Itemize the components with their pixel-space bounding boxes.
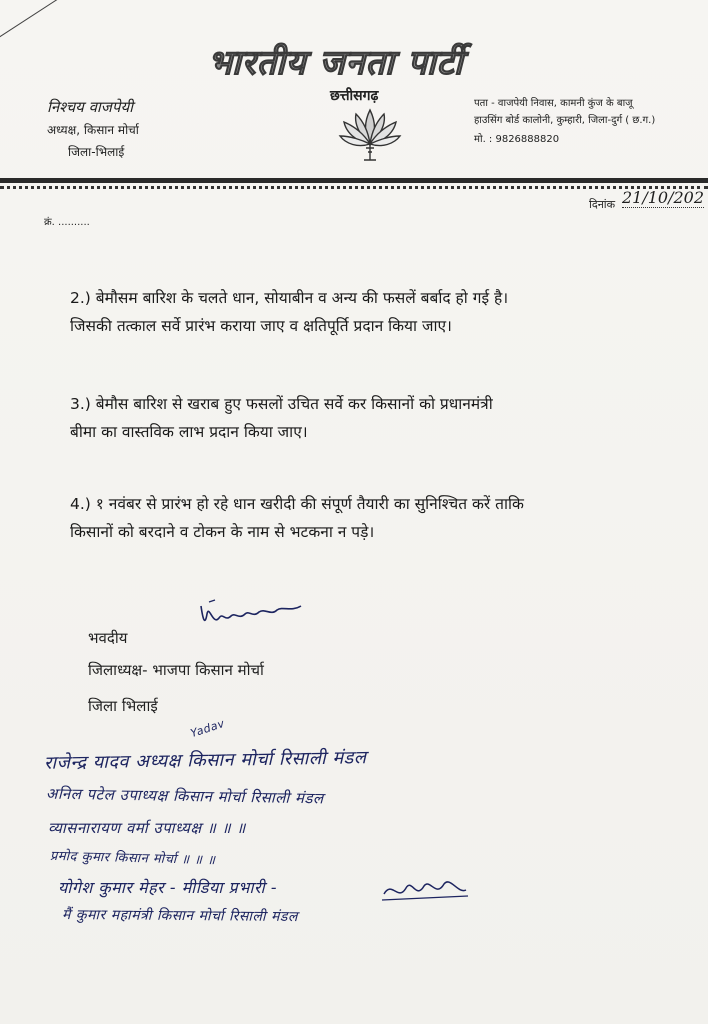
handwritten-line-2: अनिल पटेल उपाध्यक्ष किसान मोर्चा रिसाली मंडल — [45, 784, 324, 808]
handwritten-signature-note: Yadav — [188, 716, 227, 741]
point-3-line-1: 3.) बेमौस बारिश से खराब हुए फसलों उचित सर्वे कर किसानों को प्रधानमंत्री — [70, 395, 493, 413]
president-district: जिला-भिलाई — [68, 145, 125, 159]
address-line-1: पता - वाजपेयी निवास, कामनी कुंज के बाजू — [474, 98, 633, 109]
handwritten-line-3: व्यासनारायण वर्मा उपाध्यक्ष ॥ ॥ ॥ — [48, 819, 246, 837]
handwritten-line-6: मैं कुमार महामंत्री किसान मोर्चा रिसाली मंडल — [61, 906, 298, 926]
corner-fold-line — [0, 0, 120, 63]
reference-number-label: क्रं. .......... — [44, 217, 90, 228]
point-2 — [70, 284, 508, 340]
phone-number: मो. : 9826888820 — [474, 134, 560, 145]
handwritten-line-4: प्रमोद कुमार किसान मोर्चा ॥ ॥ ॥ — [49, 848, 216, 869]
point-2-line-2: जिसकी तत्काल सर्वे प्रारंभ कराया जाए व क्षतिपूर्ति प्रदान किया जाए। — [70, 317, 452, 335]
party-name-heading: भारतीय जनता पार्टी — [208, 43, 464, 83]
handwritten-line-5: योगेश कुमार मेहर - मीडिया प्रभारी - — [58, 878, 278, 897]
point-4-line-1: 4.) १ नवंबर से प्रारंभ हो रहे धान खरीदी की संपूर्ण तैयारी का सुनिश्चित करें ताकि — [70, 495, 524, 513]
state-name: छत्तीसगढ़ — [330, 88, 379, 104]
point-4-line-2: किसानों को बरदाने व टोकन के नाम से भटकना न पड़े। — [70, 523, 375, 541]
point-4 — [70, 490, 524, 546]
sender-designation: जिलाध्यक्ष- भाजपा किसान मोर्चा — [88, 661, 264, 679]
sender-district: जिला भिलाई — [88, 697, 158, 715]
address-line-2: हाउसिंग बोर्ड कालोनी, कुम्हारी, जिला-दुर्ग ( छ.ग.) — [474, 115, 656, 126]
lotus-logo-icon — [330, 104, 410, 166]
president-name: निश्चय वाजपेयी — [47, 98, 134, 116]
handwritten-scribble-signature — [380, 872, 470, 912]
header-rule — [0, 178, 708, 183]
date-label: दिनांक — [589, 198, 616, 211]
president-title: अध्यक्ष, किसान मोर्चा — [47, 123, 139, 137]
point-3-line-2: बीमा का वास्तविक लाभ प्रदान किया जाए। — [70, 423, 308, 441]
closing-salutation: भवदीय — [88, 629, 128, 647]
handwritten-signature — [195, 596, 305, 636]
date-value: 21/10/202 — [622, 188, 705, 207]
point-3 — [70, 390, 493, 446]
header-dotted-rule — [0, 186, 708, 189]
point-2-line-1: 2.) बेमौसम बारिश के चलते धान, सोयाबीन व अन्य की फसलें बर्बाद हो गई है। — [70, 289, 509, 307]
handwritten-line-1: राजेन्द्र यादव अध्यक्ष किसान मोर्चा रिसाली मंडल — [43, 747, 367, 774]
